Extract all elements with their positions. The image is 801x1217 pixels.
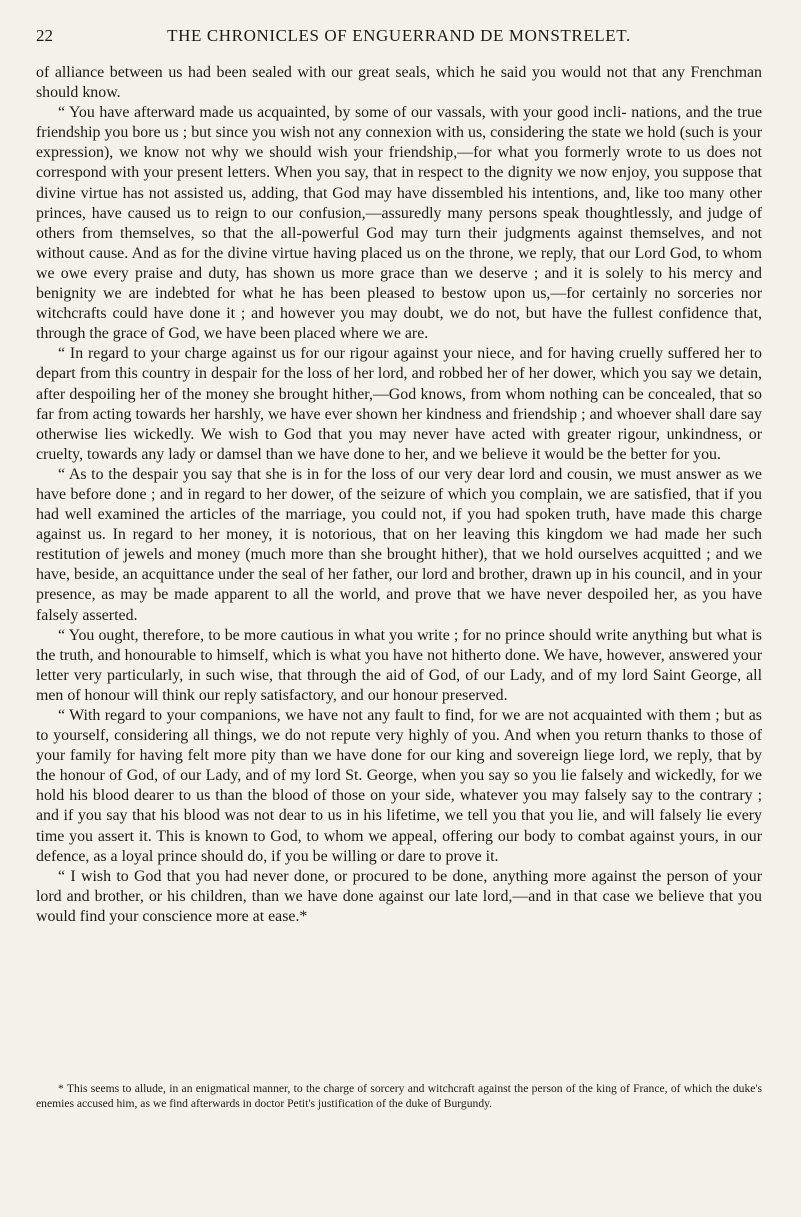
- running-header: [36, 22, 762, 52]
- paragraph: “ You ought, therefore, to be more cautious in what you write ; for no prince should write anything but what is the truth, and honourable to himself, which is what you have not hitherto done. We have, however, answered your letter very particularly, in such wise, that through the aid of God, of our Lady, and of my lord Saint George, all men of honour will think our reply satisfactory, and our honour preserved.: [36, 626, 762, 704]
- paragraph: “ With regard to your companions, we have not any fault to find, for we are not acquainted with them ; but as to yourself, considering all things, we do not repute very highly of you. And when you return thanks to those of your family for having felt more pity than we have done for our king and sovereign liege lord, we reply, that by the honour of God, of our Lady, and of my lord St. George, when you say so you lie falsely and wickedly, for we hold his blood dearer to us than the blood of those on your side, whatever you may falsely say to the contrary ; and if you say that his blood was not dear to us in his lifetime, we tell you that you lie, and will falsely lie every time you assert it. This is known to God, to whom we appeal, offering our body to combat against yours, in our defence, as a loyal prince should do, if you be willing or dare to prove it.: [36, 707, 762, 865]
- paragraph: “ As to the despair you say that she is in for the loss of our very dear lord and cousin, we must answer as we have before done ; and in regard to her dower, of the seizure of which you complain, we are satisfied, that if you had well examined the articles of the marriage, you could not, if you had spoken truth, have made this charge against us. In regard to her money, it is notorious, that on her leaving this kingdom we had made her such restitution of jewels and money (much more than she brought hither), that we hold ourselves acquitted ; and we have, beside, an acquittance under the seal of her father, our lord and brother, drawn up in his council, and in your presence, as may be made apparent to all the world, and prove that we have never despoiled her, as you have falsely asserted.: [36, 465, 762, 624]
- paragraph: “ I wish to God that you had never done, or procured to be done, anything more against the person of your lord and brother, or his children, than we have done against our late lord,—and in that case we believe that you would find your conscience more at ease.*: [36, 867, 762, 925]
- footnote: [36, 1081, 762, 1111]
- body-text: [36, 63, 762, 927]
- paragraph: of alliance between us had been sealed with our great seals, which he said you would not that any Frenchman should know.: [36, 64, 762, 102]
- running-title: THE CHRONICLES OF ENGUERRAND DE MONSTRELET.: [167, 26, 631, 45]
- page-number: 22: [36, 26, 53, 45]
- paragraph: “ In regard to your charge against us for our rigour against your niece, and for having cruelly suffered her to depart from this country in despair for the loss of her lord, and robbed her of her dower, which you say we detain, after despoiling her of the money she brought hither,—God knows, from whom nothing can be concealed, that so far from acting towards her harshly, we have ever shown her kindness and friendship ; and whoever shall dare say otherwise lies wickedly. We wish to God that you may never have acted with greater rigour, unkindness, or cruelty, towards any lady or damsel than we have done to her, and we believe it would be the better for you.: [36, 345, 762, 463]
- footnote-text: * This seems to allude, in an enigmatical manner, to the charge of sorcery and witchcraft against the person of the king of France, of which the duke's enemies accused him, as we find afterwards in doctor Petit's justification of the duke of Burgundy.: [36, 1082, 762, 1110]
- paragraph: “ You have afterward made us acquainted, by some of our vassals, with your good incli- nations, and the true friendship you bore us ; but since you wish not any connexion with us, considering the state we hold (such is your expression), we know not why we should wish your friendship,—for what you formerly wrote to us does not correspond with your present letters. When you say, that in respect to the dignity we now enjoy, you suppose that divine virtue has not assisted us, adding, that God may have dissembled his intentions, and, like too many other princes, have caused us to reign to our confusion,—assuredly many persons speak thoughtlessly, and judge of others from themselves, so that the all-powerful God may turn their judgments against themselves, and not without cause. And as for the divine virtue having placed us on the throne, we reply, that our Lord God, to whom we owe every praise and duty, has shown us more grace than we deserve ; and it is solely to his mercy and benignity we are indebted for what he has been pleased to bestow upon us,—for certainly no sorceries nor witchcrafts could have done it ; and however you may doubt, we do not, but have the fullest confidence that, through the grace of God, we have been placed where we are.: [36, 104, 762, 343]
